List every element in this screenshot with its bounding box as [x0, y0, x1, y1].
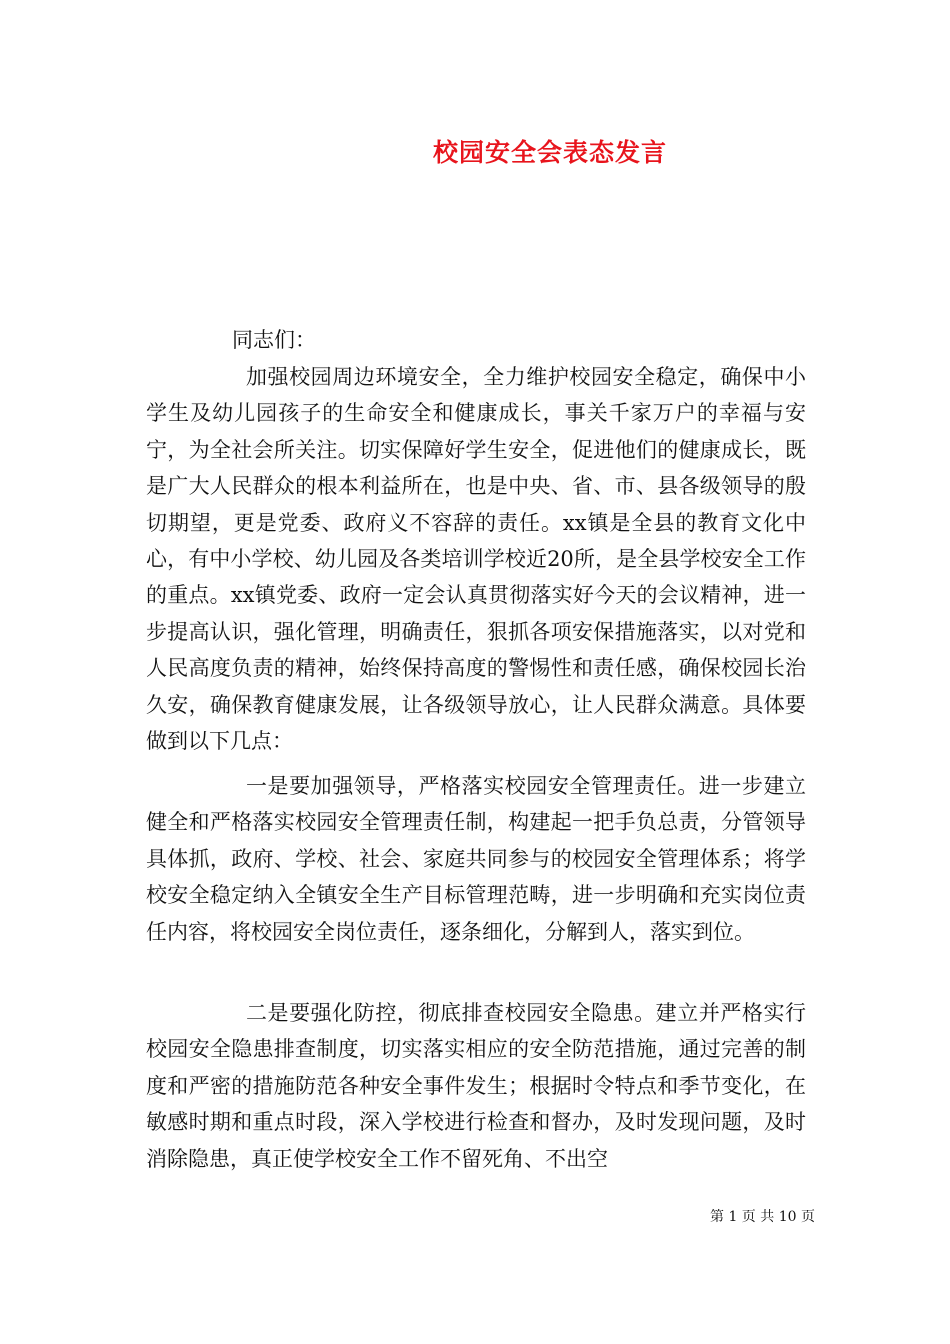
page-title: 校园安全会表态发言 [432, 138, 667, 167]
salutation: 同志们： [232, 328, 316, 352]
body-paragraph-point-two: 二是要强化防控，彻底排查校园安全隐患。建立并严格实行校园安全隐患排查制度，切实落实相应的安全防范措施，通过完善的制度和严密的措施防范各种安全事件发生；根据时令特点和季节变化，在敏感时期和重点时段，深入学校进行检查和督办，及时发现问题，及时消除隐患，真正使学校安全工作不留死角、不出空 [146, 1001, 806, 1171]
body-paragraph-point-one: 一是要加强领导，严格落实校园安全管理责任。进一步建立健全和严格落实校园安全管理责任制，构建起一把手负总责，分管领导具体抓，政府、学校、社会、家庭共同参与的校园安全管理体系；将学校安全稳定纳入全镇安全生产目标管理范畴，进一步明确和充实岗位责任内容，将校园安全岗位责任，逐条细化，分解到人，落实到位。 [146, 774, 806, 944]
body-paragraph-intro: 加强校园周边环境安全，全力维护校园安全稳定，确保中小学生及幼儿园孩子的生命安全和健康成长，事关千家万户的幸福与安宁，为全社会所关注。切实保障好学生安全，促进他们的健康成长，既是广大人民群众的根本利益所在，也是中央、省、市、县各级领导的殷切期望，更是党委、政府义不容辞的责任。xx镇是全县的教育文化中心，有中小学校、幼儿园及各类培训学校近20所，是全县学校安全工作的重点。xx镇党委、政府一定会认真贯彻落实好今天的会议精神，进一步提高认识，强化管理，明确责任，狠抓各项安保措施落实，以对党和人民高度负责的精神，始终保持高度的警惕性和责任感，确保校园长治久安，确保教育健康发展，让各级领导放心，让人民群众满意。具体要做到以下几点： [146, 365, 806, 754]
page-number-footer: 第 1 页 共 10 页 [710, 1209, 815, 1225]
